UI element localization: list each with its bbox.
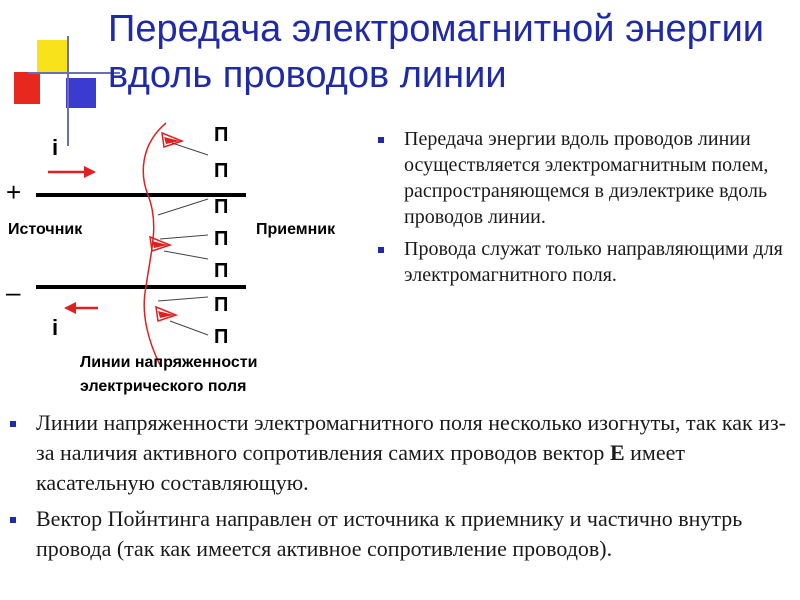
poynting-symbol: П	[214, 294, 229, 316]
field-lines-caption: Линии напряженности электрического поля	[80, 354, 258, 395]
poynting-vectors	[158, 143, 208, 335]
current-arrow-top-head	[84, 166, 96, 178]
current-label-top: i	[52, 135, 59, 160]
decor-yellow-square	[37, 40, 69, 72]
poynting-symbol: П	[214, 196, 229, 218]
bullet-text-part: Линии напряженности электромагнитного поля несколько изогнуты, так как из-за наличия активного сопротивления самих проводов вектор	[36, 410, 786, 465]
bullet-text: Передача энергии вдоль проводов линии осуществляется электромагнитным полем, распространяющемся в диэлектрике вдоль проводов линии.	[404, 128, 769, 228]
decor-horizontal-line	[28, 72, 120, 74]
current-arrow-bottom-head	[64, 302, 76, 314]
poynting-arrow-6	[170, 321, 208, 335]
poynting-arrow-3	[160, 235, 208, 239]
bullet-text: Вектор Пойнтинга направлен от источника к приемнику и частично внутрь провода (так как имеется активное сопротивление проводов).	[36, 506, 743, 561]
minus-sign: –	[6, 277, 21, 307]
list-item	[378, 236, 788, 288]
plus-sign: +	[6, 177, 22, 207]
poynting-arrow-4	[164, 251, 208, 259]
poynting-symbol: П	[214, 326, 229, 348]
bottom-bullet-list	[10, 408, 790, 570]
poynting-symbol: П	[214, 260, 229, 282]
bullet-marker	[378, 247, 384, 253]
poynting-symbol: П	[214, 160, 229, 182]
poynting-symbol: П	[214, 124, 229, 146]
bullet-marker	[378, 137, 384, 143]
transmission-line-diagram	[0, 115, 380, 405]
bullet-marker	[10, 421, 16, 427]
bullet-text-part: имеет касательную составляющую.	[36, 440, 685, 495]
page-title: Передача электромагнитной энергии вдоль проводов линии	[108, 8, 765, 96]
current-label-bottom: i	[52, 315, 59, 340]
receiver-label: Приемник	[256, 221, 336, 238]
bullet-text: Провода служат только направляющими для электромагнитного поля.	[404, 238, 783, 286]
poynting-arrow-1	[172, 143, 208, 155]
list-item	[378, 126, 788, 230]
decor-red-square	[14, 72, 40, 104]
poynting-arrow-5	[158, 297, 208, 301]
decor-blue-square	[66, 78, 96, 108]
poynting-symbol: П	[214, 228, 229, 250]
poynting-arrow-2	[158, 199, 208, 215]
list-item	[10, 408, 790, 498]
list-item	[10, 504, 790, 564]
vector-e-symbol: Е	[609, 440, 625, 465]
source-label: Источник	[8, 221, 83, 238]
right-bullet-list	[378, 126, 788, 294]
bullet-marker	[10, 517, 16, 523]
